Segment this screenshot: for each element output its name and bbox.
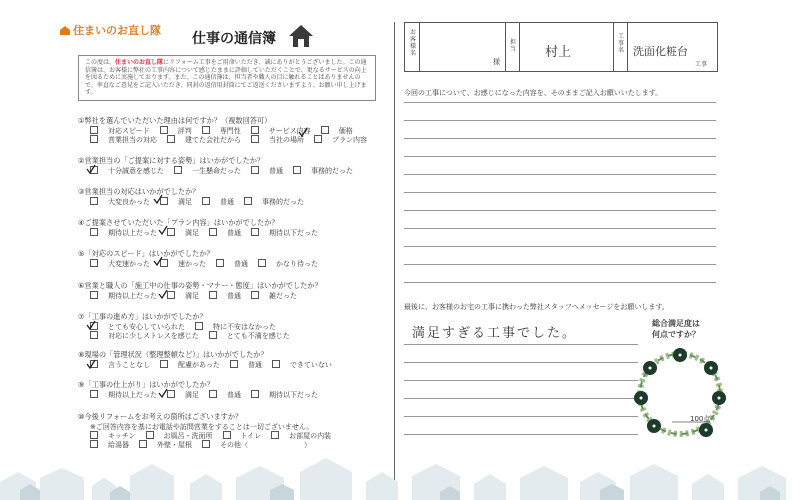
cell-divider — [505, 23, 506, 71]
cell-divider — [613, 23, 614, 71]
ruled-line — [404, 246, 716, 247]
checkbox[interactable] — [90, 197, 98, 205]
checkbox[interactable] — [195, 322, 203, 330]
ruled-line — [404, 380, 638, 381]
option-item[interactable] — [174, 167, 241, 175]
option-label: 速かった — [178, 260, 206, 268]
option-label: 大変良かった — [108, 198, 150, 206]
ruled-line — [404, 344, 638, 345]
option-label: 価格 — [338, 127, 353, 135]
page-title: 仕事の通信簿 — [192, 31, 276, 47]
ruled-line — [404, 398, 638, 399]
checkbox[interactable] — [139, 440, 147, 448]
customer-info-box — [404, 22, 718, 72]
checkbox[interactable] — [209, 390, 217, 398]
checkbox[interactable] — [202, 126, 210, 134]
intro-text — [78, 55, 376, 101]
check-mark-icon — [86, 320, 96, 330]
option-item[interactable] — [90, 292, 157, 300]
option-label: かなり待った — [276, 260, 318, 268]
option-label: 普通 — [234, 260, 248, 268]
option-item[interactable] — [90, 198, 150, 206]
option-item[interactable] — [251, 391, 318, 399]
checkbox[interactable] — [202, 197, 210, 205]
option-label: その他（ ） — [220, 441, 311, 449]
checkbox[interactable] — [146, 431, 154, 439]
option-item[interactable] — [293, 167, 353, 175]
option-item[interactable] — [258, 260, 318, 268]
check-mark-icon — [153, 194, 163, 204]
option-item[interactable] — [90, 332, 199, 340]
question-title: ⑨「工事の仕上がり」はいかがでしたか？ — [78, 380, 214, 389]
option-item[interactable] — [160, 260, 206, 268]
checkbox[interactable] — [251, 228, 259, 236]
ruled-line — [404, 282, 716, 283]
question-title: ⑥営業と職人の「施工中の仕事の姿勢・マナー・態度」はいかがでしたか？ — [78, 281, 322, 290]
score-label-line2: 何点ですか？ — [652, 330, 700, 339]
option-label: 満足 — [185, 229, 199, 237]
option-item[interactable] — [167, 391, 199, 399]
score-label-line1: 総合満足度は — [652, 319, 700, 328]
center-divider — [394, 22, 395, 492]
option-label: サービス内容 — [268, 127, 311, 135]
checkbox[interactable] — [167, 228, 175, 236]
option-label: 満足 — [178, 198, 192, 206]
checkbox[interactable] — [202, 440, 210, 448]
checkbox[interactable] — [321, 126, 329, 134]
question-title: ①弊社を選んでいただいた理由は何ですか？（複数回答可） — [78, 116, 272, 125]
option-item[interactable] — [272, 361, 332, 369]
checkbox[interactable] — [230, 360, 238, 368]
checkbox[interactable] — [90, 259, 98, 267]
option-item[interactable] — [167, 292, 199, 300]
option-row — [90, 259, 328, 269]
option-item[interactable] — [160, 361, 220, 369]
option-label: 専門性 — [219, 127, 241, 135]
option-label: できていない — [289, 361, 332, 369]
option-item[interactable] — [251, 229, 318, 237]
checkbox[interactable] — [90, 440, 98, 448]
option-row — [90, 197, 314, 207]
cell-divider — [419, 23, 420, 71]
customer-suffix: 様 — [493, 58, 500, 66]
option-item[interactable] — [209, 229, 241, 237]
option-item[interactable] — [90, 432, 136, 440]
checkbox[interactable] — [90, 228, 98, 236]
option-label: 期待以下だった — [269, 391, 318, 399]
ruled-line — [404, 434, 638, 435]
question-title: ⑧現場の「管理状況（整理整頓など）」はいかがでしたか？ — [78, 350, 268, 359]
ruled-line — [404, 362, 638, 363]
option-item[interactable] — [90, 127, 150, 135]
option-label: とても安心していられた — [108, 323, 185, 331]
checkbox[interactable] — [90, 291, 98, 299]
checkbox[interactable] — [90, 390, 98, 398]
option-label: 普通 — [227, 292, 241, 300]
work-label: 工事名 — [617, 33, 624, 54]
house-icon — [288, 24, 314, 48]
houses-decoration — [0, 448, 800, 500]
option-label: 一生懸命だった — [192, 167, 241, 175]
option-item[interactable] — [146, 432, 213, 440]
option-label: 期待以上だった — [108, 292, 157, 300]
option-label: 普通 — [247, 361, 262, 369]
option-label: 満足 — [185, 391, 199, 399]
option-label: 対応に少しストレスを感じた — [108, 332, 199, 340]
ruled-line — [404, 174, 716, 175]
brand-logo — [60, 22, 161, 38]
question-title: ③営業担当の対応はいかがでしたか？ — [78, 187, 200, 196]
checkbox[interactable] — [167, 390, 175, 398]
checkbox[interactable] — [244, 197, 252, 205]
checkbox[interactable] — [209, 291, 217, 299]
checkbox[interactable] — [90, 331, 98, 339]
checkbox[interactable] — [271, 431, 279, 439]
option-row — [90, 135, 377, 145]
score-question — [652, 318, 700, 340]
checkbox[interactable] — [251, 390, 259, 398]
option-item[interactable] — [271, 432, 331, 440]
checkbox[interactable] — [272, 360, 280, 368]
option-row — [90, 331, 300, 341]
check-mark-icon — [153, 256, 163, 266]
option-item[interactable] — [90, 136, 157, 144]
option-label: プラン内容 — [332, 136, 367, 144]
checkbox[interactable] — [251, 166, 259, 174]
check-mark-icon — [158, 225, 168, 235]
option-item[interactable] — [90, 323, 185, 331]
option-label: 普通 — [220, 198, 234, 206]
option-label: 対応スピード — [108, 127, 150, 135]
question-title: ⑤「対応のスピード」はいかがでしたか？ — [78, 249, 214, 258]
staff-label: 担当 — [509, 39, 516, 53]
option-label: 事務的だった — [262, 198, 304, 206]
option-label: お風呂・洗面所 — [163, 432, 213, 440]
ruled-line — [404, 156, 716, 157]
option-item[interactable] — [216, 260, 248, 268]
checkbox[interactable] — [223, 431, 231, 439]
brand-name: 住まいのお直し隊 — [73, 24, 161, 37]
check-mark-icon — [158, 289, 168, 299]
option-label: 当社の場所 — [269, 136, 304, 144]
option-item[interactable] — [230, 361, 262, 369]
message-label: 最後に、お客様のお宅の工事に携わった弊社スタッフへメッセージをお願いします。 — [404, 303, 669, 311]
option-item[interactable] — [90, 391, 157, 399]
option-label: 期待以下だった — [269, 229, 318, 237]
option-label: 言うことなし — [108, 361, 150, 369]
option-item[interactable] — [202, 198, 234, 206]
option-item[interactable] — [195, 323, 276, 331]
checkbox[interactable] — [174, 166, 182, 174]
check-mark-icon — [158, 388, 168, 398]
cell-divider — [627, 23, 628, 71]
option-item[interactable] — [251, 167, 283, 175]
question-title: ⑩今後リフォームをお考えの箇所はございますか？ — [78, 412, 243, 421]
option-item[interactable] — [90, 167, 164, 175]
option-item[interactable] — [160, 127, 192, 135]
question-title: ⑦「工事の進め方」はいかがでしたか？ — [78, 312, 207, 321]
cell-divider — [519, 23, 520, 71]
checkbox[interactable] — [167, 135, 175, 143]
ruled-line — [404, 120, 716, 121]
option-label: キッチン — [108, 432, 136, 440]
option-label: 建てた会社だから — [185, 136, 241, 144]
option-label: 普通 — [227, 391, 241, 399]
option-row — [90, 228, 328, 238]
option-item[interactable] — [90, 260, 150, 268]
option-label: 外壁・屋根 — [157, 441, 192, 449]
option-label: 普通 — [227, 229, 241, 237]
ruled-line — [404, 102, 716, 103]
ruled-line — [404, 210, 716, 211]
checkbox[interactable] — [251, 126, 259, 134]
option-item[interactable] — [251, 136, 304, 144]
option-item[interactable] — [160, 198, 192, 206]
option-label: とても不満を感じた — [226, 332, 290, 340]
checkbox[interactable] — [160, 360, 168, 368]
ruled-line — [404, 138, 716, 139]
checkbox[interactable] — [209, 331, 217, 339]
option-item[interactable] — [167, 136, 241, 144]
ruled-line — [404, 264, 716, 265]
checkbox[interactable] — [90, 126, 98, 134]
option-item[interactable] — [202, 127, 241, 135]
ruled-line — [404, 416, 638, 417]
intro-pre: この度は、 — [85, 59, 116, 66]
option-label: 給湯器 — [108, 441, 129, 449]
option-item[interactable] — [167, 229, 199, 237]
checkbox[interactable] — [258, 259, 266, 267]
option-label: 満足 — [185, 292, 199, 300]
checkbox[interactable] — [209, 228, 217, 236]
option-label: 期待以上だった — [108, 229, 157, 237]
option-label: 期待以上だった — [108, 391, 157, 399]
option-item[interactable] — [251, 292, 297, 300]
option-item[interactable] — [90, 361, 150, 369]
check-mark-icon — [298, 127, 308, 137]
option-row — [90, 166, 363, 176]
check-mark-icon — [86, 164, 96, 174]
customer-label: お客様名 — [409, 29, 416, 57]
checkbox[interactable] — [216, 259, 224, 267]
house-icon — [60, 26, 70, 35]
message-value: 満足すぎる工事でした。 — [412, 326, 578, 341]
checkbox[interactable] — [160, 126, 168, 134]
checkbox[interactable] — [251, 291, 259, 299]
checkbox[interactable] — [251, 135, 259, 143]
impressions-label: 今回の工事について、お感じになった内容を、そのままご記入お願いいたします。 — [404, 89, 663, 97]
option-row — [90, 360, 342, 370]
option-label: 事務的だった — [311, 167, 353, 175]
work-suffix: 工事 — [695, 61, 708, 68]
option-item[interactable] — [209, 292, 241, 300]
checkbox[interactable] — [293, 166, 301, 174]
option-label: 配慮があった — [178, 361, 220, 369]
ruled-line — [404, 192, 716, 193]
checkbox[interactable] — [167, 291, 175, 299]
option-row — [90, 291, 307, 301]
option-item[interactable] — [90, 229, 157, 237]
option-row — [90, 390, 328, 400]
option-label: お部屋の内装 — [289, 432, 332, 440]
option-item[interactable] — [321, 127, 353, 135]
option-label: 十分誠意を感じた — [108, 167, 164, 175]
option-label: 普通 — [269, 167, 283, 175]
checkbox[interactable] — [90, 431, 98, 439]
option-label: 評判 — [177, 127, 192, 135]
option-item[interactable] — [314, 136, 367, 144]
question-note: ※ご回答内容を基にお電話や訪問営業をすることは一切ございません。 — [90, 423, 314, 431]
wreath-icon — [624, 338, 736, 450]
work-value: 洗面化粧台 — [633, 45, 688, 58]
intro-post: にリフォーム工事をご用命いただき、誠にありがとうございました。この通信簿は、お客様に弊社の工事内容について感じたままに評価していただくことで、更なるサービスの向上を図るために実施しております。また、この通信簿は、担当者や職人の目に触れることはありませんので、率直なご意見をご記入いただき、同封の返信用封筒にてご返送くださいますよう、お願い申し上げます。 — [85, 59, 367, 97]
score-max: 100点 — [690, 415, 711, 423]
option-label: トイレ — [240, 432, 262, 440]
checkbox[interactable] — [90, 135, 98, 143]
option-label: 大変速かった — [108, 260, 150, 268]
check-mark-icon — [86, 359, 96, 369]
question-title: ④ご提案させていただいた「プラン内容」はいかがでしたか？ — [78, 218, 279, 227]
option-item[interactable] — [244, 198, 304, 206]
ruled-line — [404, 228, 716, 229]
option-item[interactable] — [223, 432, 262, 440]
option-item[interactable] — [209, 391, 241, 399]
intro-highlight: 住まいのお直し隊 — [115, 59, 164, 66]
option-label: 雑だった — [269, 292, 297, 300]
option-label: 特に不安はなかった — [213, 323, 276, 331]
option-item[interactable] — [209, 332, 290, 340]
staff-value: 村上 — [545, 45, 572, 60]
question-title: ②営業担当の「ご提案に対する姿勢」はいかがでしたか？ — [78, 156, 265, 165]
checkbox[interactable] — [314, 135, 322, 143]
option-label: 営業担当の対応 — [108, 136, 157, 144]
